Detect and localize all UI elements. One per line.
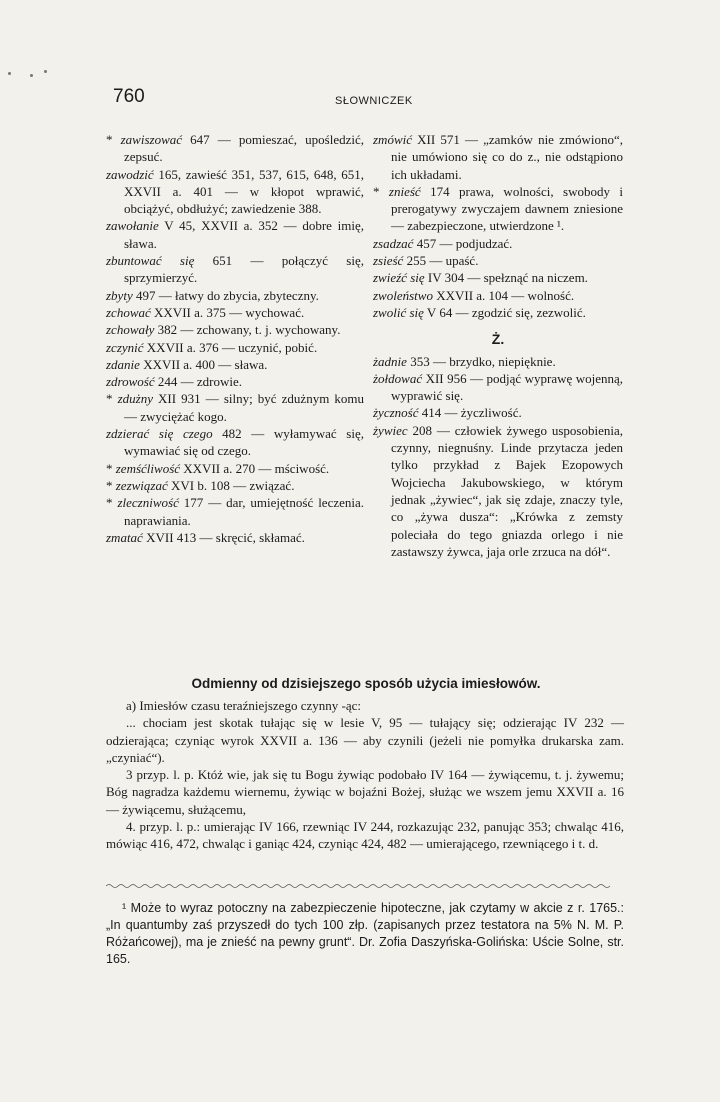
entry: zwieźć się IV 304 — spełznąć na niczem.	[373, 270, 588, 286]
entry: żywiec 208 — człowiek żywego usposobienia, czynny, niegnuśny. Linde przytacza jeden tylko przykład z Bajek Ezopowych Wojciecha Jakubowskiego, w którym jednak „żywiec“, jak się zdaje, znaczy tyle, co „żywa dusza“: „Krówka z zemsty poleciała do tego gniazda orlego i nie zastawszy żywca, jaja orle zrzuca na dół“.	[373, 422, 623, 559]
entry: zsieść 255 — upaść.	[373, 253, 479, 269]
entry: * zdużny XII 931 — silny; być zdużnym komu — zwyciężać kogo.	[106, 391, 364, 424]
entry: zmatać XVII 413 — skręcić, skłamać.	[106, 529, 305, 545]
scan-specks	[8, 70, 68, 80]
entry: zchować XXVII a. 375 — wychować.	[106, 304, 305, 320]
entry: * zezwiązać XVI b. 108 — związać.	[106, 477, 295, 493]
paragraph: 4. przyp. l. p.: umierając IV 166, rzewniąc IV 244, rozkazując 232, panując 353; chwaląc 416, mówiąc 416, 472, chwaląc i ganiąc 424, czyniąc 424, 482 — umierającego, rzewniącego i t. d.	[106, 819, 624, 852]
footnote: ¹ Może to wyraz potoczny na zabezpieczenie hipoteczne, jak czytamy w akcie z r. 1765.: „In quantumby zaś przyszedł do tych 100 złp. (zapisanych przez testatora na 5% N. M. P. Różańcowej), ma je znieść na pewny grunt“. Dr. Zofia Daszyńska-Golińska: Uście Solne, str. 165.	[106, 901, 624, 966]
running-head: SŁOWNICZEK	[335, 95, 413, 107]
entry: życzność 414 — życzliwość.	[373, 405, 522, 421]
paragraph: 3 przyp. l. p. Któż wie, jak się tu Bogu żywiąc podobało IV 164 — żywiącemu, t. j. żywemu; Bóg nagradza każdemu wiernemu, żywiąc w bojaźni Bożej, służąc we wszem jemu XXVII a. 16 — żywiącemu, służącemu,	[106, 767, 624, 817]
entry: żołdować XII 956 — podjąć wyprawę wojenną, wyprawić się.	[373, 370, 623, 404]
entry: zczynić XXVII a. 376 — uczynić, pobić.	[106, 339, 318, 355]
left-column	[106, 131, 364, 546]
entry: zawodzić 165, zawieść 351, 537, 615, 648, 651, XXVII a. 401 — w kłopot wprawić, obciążyć, obdłużyć; zawiedzenie 388.	[106, 166, 364, 217]
entry: * znieść 174 prawa, wolności, swobody i prerogatywy zwyczajem dawnem zniesione — zabezpieczone, utwierdzone ¹.	[373, 183, 624, 234]
entry: zwoleństwo XXVII a. 104 — wolność.	[373, 287, 575, 303]
entry: zdrowość 244 — zdrowie.	[106, 374, 243, 390]
letter-heading: Ż.	[491, 331, 505, 348]
entry: zmówić XII 571 — „zamków nie zmówiono“, nie umówiono się co do z., nie odstąpiono ich układami.	[373, 132, 623, 182]
page-number: 760	[113, 86, 145, 107]
section-body	[106, 697, 624, 853]
paragraph: ... chociam jest skotak tułając się w lesie V, 95 — tułający się; odzierając IV 232 — odzierająca; czyniąc wyrok XXVII a. 136 — aby czynili (jeżeli nie pomyłka drukarska zam. „czyniać“).	[106, 715, 624, 765]
entry: zdzierać się czego 482 — wyłamywać się, wymawiać się od czego.	[106, 426, 364, 459]
entry: zwolić się V 64 — zgodzić się, zezwolić.	[373, 304, 586, 320]
entry: żadnie 353 — brzydko, niepięknie.	[373, 353, 556, 369]
entry: zbuntować się 651 — połączyć się, sprzymierzyć.	[106, 253, 364, 286]
right-column	[373, 131, 623, 560]
entry: * zemśćliwość XXVII a. 270 — mściwość.	[106, 460, 330, 476]
section-title: Odmienny od dzisiejszego sposób użycia imiesłowów.	[191, 676, 541, 691]
entry: zawołanie V 45, XXVII a. 352 — dobre imię, sława.	[106, 218, 364, 251]
entry: zdanie XXVII a. 400 — sława.	[106, 356, 268, 372]
entry: zbyty 497 — łatwy do zbycia, zbyteczny.	[106, 287, 319, 303]
entry: * zleczniwość 177 — dar, umiejętność leczenia. naprawiania.	[106, 495, 365, 528]
paragraph: a) Imiesłów czasu teraźniejszego czynny -ąc:	[126, 698, 361, 713]
entry: zchowały 382 — zchowany, t. j. wychowany.	[106, 322, 341, 338]
wavy-separator	[106, 882, 626, 890]
entry: zsadzać 457 — podjudzać.	[373, 235, 513, 251]
entry: * zawiszować 647 — pomieszać, upośledzić, zepsuć.	[106, 132, 364, 165]
